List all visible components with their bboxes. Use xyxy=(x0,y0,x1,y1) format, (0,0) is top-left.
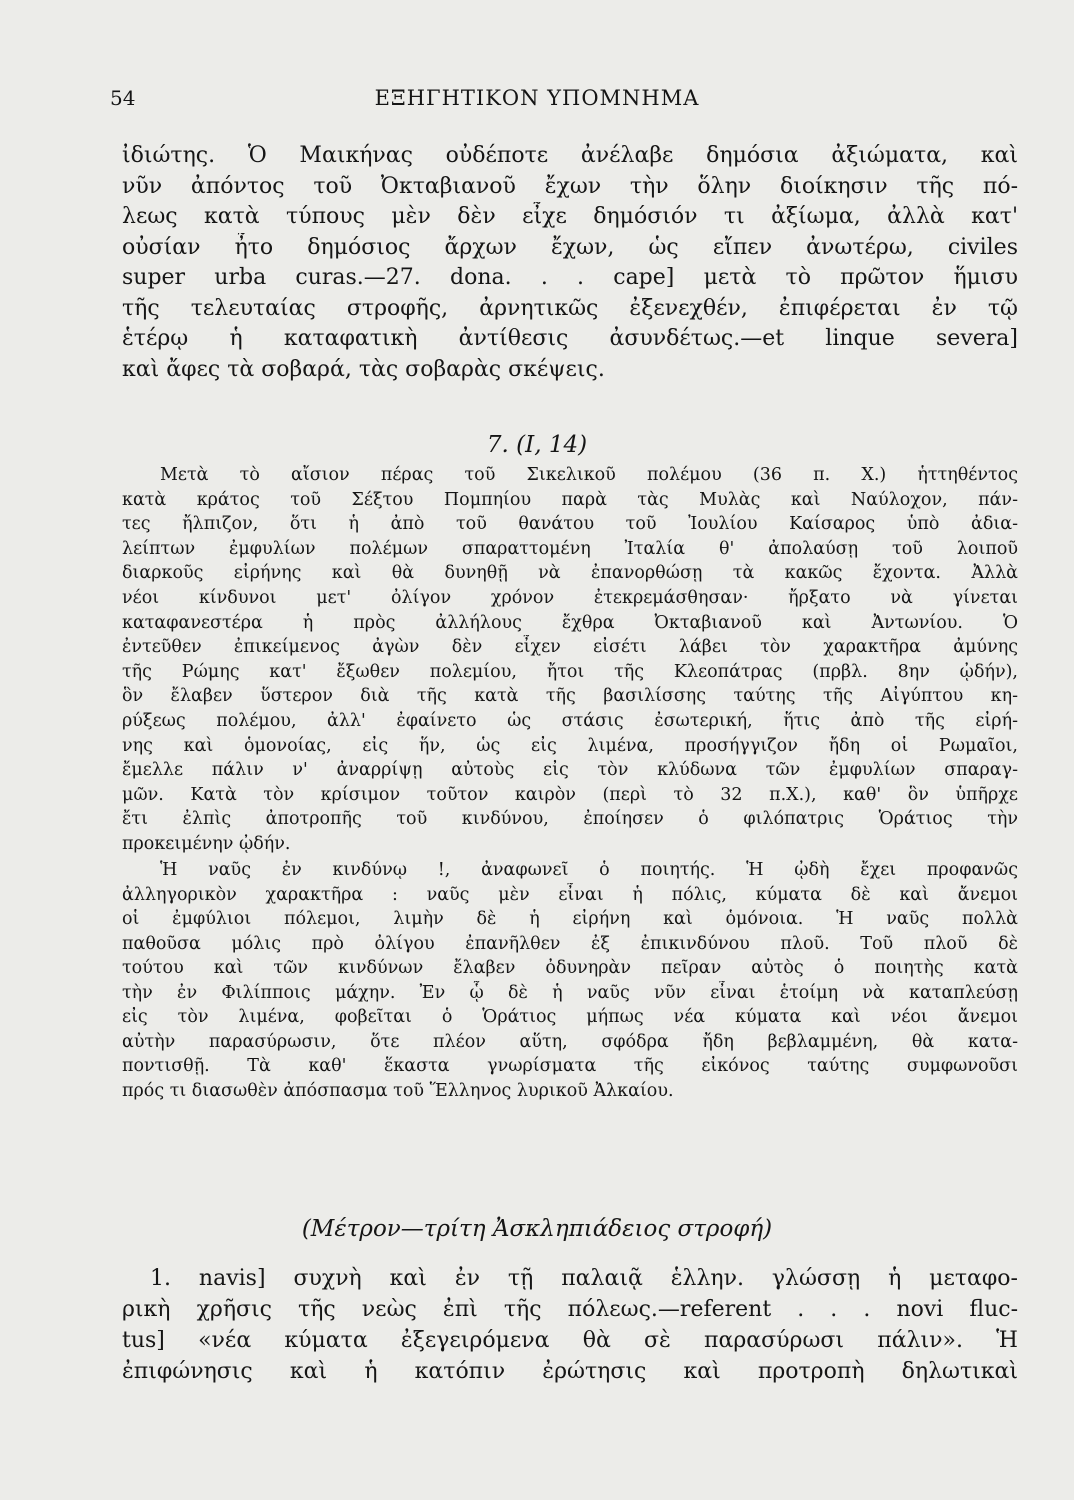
meter-heading: (Μέτρον—τρίτη Ἀσκληπιάδειος στροφή) xyxy=(301,1216,773,1242)
text-line: οὐσίαν ἦτο δημόσιος ἄρχων ἔχων, ὡς εἴπεν ἀνωτέρω, civiles xyxy=(122,234,1018,260)
text-line: μῶν. Κατὰ τὸν κρίσιμον τοῦτον καιρὸν (περὶ τὸ 32 π.Χ.), καθ' ὃν ὑπῆρχε xyxy=(122,784,1018,805)
text-line: νέοι κίνδυνοι μετ' ὀλίγον χρόνον ἐτεκρεμάσθησαν· ἤρξατο νὰ γίνεται xyxy=(122,587,1018,608)
text-line: διαρκοῦς εἰρήνης καὶ θὰ δυνηθῇ νὰ ἐπανορθώσῃ τὰ κακῶς ἔχοντα. Ἀλλὰ xyxy=(122,563,1018,584)
text-line: τούτου καὶ τῶν κινδύνων ἔλαβεν ὀδυνηρὰν πεῖραν αὐτὸς ὁ ποιητὴς κατὰ xyxy=(122,958,1018,978)
text-line: ἐντεῦθεν ἐπικείμενος ἀγὼν δὲν εἶχεν εἰσέτι λάβει τὸν χαρακτῆρα ἀμύνης xyxy=(122,637,1018,658)
intro-paragraph xyxy=(122,141,1018,385)
text-line: αὐτὴν παρασύρωσιν, ὅτε πλέον αὕτη, σφόδρα ἤδη βεβλαμμένη, θὰ κατα- xyxy=(122,1031,1018,1052)
text-line: ὃν ἔλαβεν ὕστερον διὰ τῆς κατὰ τῆς βασιλίσσης ταύτης τῆς Αἰγύπτου κη- xyxy=(122,686,1018,707)
line-notes xyxy=(122,1263,1018,1387)
text-line: νῦν ἀπόντος τοῦ Ὀκταβιανοῦ ἔχων τὴν ὅλην διοίκησιν τῆς πό- xyxy=(122,173,1018,199)
text-line: Ἡ ναῦς ἐν κινδύνῳ !, ἀναφωνεῖ ὁ ποιητής. Ἡ ᾠδὴ ἔχει προφανῶς xyxy=(160,860,1018,880)
text-line: 1. navis] συχνὴ καὶ ἐν τῇ παλαιᾷ ἑλλην. γλώσσῃ ἡ μεταφο- xyxy=(150,1266,1018,1291)
text-line: ἑτέρῳ ἡ καταφατικὴ ἀντίθεσις ἀσυνδέτως.—et linque severa] xyxy=(122,326,1018,351)
section-heading: 7. (I, 14) xyxy=(486,432,588,458)
text-line: ἔτι ἐλπὶς ἀποτροπῆς τοῦ κινδύνου, ἐποίησεν ὁ φιλόπατρις Ὁράτιος τὴν xyxy=(122,809,1018,830)
text-line: κατὰ κράτος τοῦ Σέξτου Πομπηίου παρὰ τὰς Μυλὰς καὶ Ναύλοχον, πάν- xyxy=(122,489,1018,510)
text-line: πρός τι διασωθὲν ἀπόσπασμα τοῦ Ἕλληνος λυρικοῦ Ἀλκαίου. xyxy=(122,1080,674,1101)
text-line: νης καὶ ὁμονοίας, εἰς ἥν, ὡς εἰς λιμένα, προσήγγιζον ἤδη οἱ Ρωμαῖοι, xyxy=(122,735,1018,756)
text-line: καταφανεστέρα ἡ πρὸς ἀλλήλους ἔχθρα Ὀκταβιανοῦ καὶ Ἀντωνίου. Ὁ xyxy=(122,612,1018,633)
text-line: εἰς τὸν λιμένα, φοβεῖται ὁ Ὁράτιος μήπως νέα κύματα καὶ νέοι ἄνεμοι xyxy=(122,1007,1018,1027)
text-line: tus] «νέα κύματα ἐξεγειρόμενα θὰ σὲ παρασύρωσι πάλιν». Ἡ xyxy=(122,1328,1018,1353)
text-line: ἀλληγορικὸν χαρακτῆρα : ναῦς μὲν εἶναι ἡ πόλις, κύματα δὲ καὶ ἄνεμοι xyxy=(122,884,1018,905)
running-title: ΕΞΗΓΗΤΙΚΟΝ ΥΠΟΜΝΗΜΑ xyxy=(374,86,700,110)
text-line: ἰδιώτης. Ὁ Μαικήνας οὐδέποτε ἀνέλαβε δημόσια ἀξιώματα, καὶ xyxy=(122,143,1018,168)
page-number: 54 xyxy=(110,86,136,110)
commentary-paragraph xyxy=(122,858,1018,1103)
text-line: Μετὰ τὸ αἴσιον πέρας τοῦ Σικελικοῦ πολέμου (36 π. Χ.) ἡττηθέντος xyxy=(160,465,1018,485)
text-line: super urba curas.—27. dona. . . cape] μετὰ τὸ πρῶτον ἥμισυ xyxy=(122,265,1018,290)
text-line: τες ἤλπιζον, ὅτι ἡ ἀπὸ τοῦ θανάτου τοῦ Ἰουλίου Καίσαρος ὑπὸ ἀδια- xyxy=(122,514,1018,535)
text-line: ἔμελλε πάλιν ν' ἀναρρίψῃ αὐτοὺς εἰς τὸν κλύδωνα τῶν ἐμφυλίων σπαραγ- xyxy=(122,760,1018,781)
text-line: οἱ ἐμφύλιοι πόλεμοι, λιμὴν δὲ ἡ εἰρήνη καὶ ὁμόνοια. Ἡ ναῦς πολλὰ xyxy=(122,909,1018,929)
text-line: λεως κατὰ τύπους μὲν δὲν εἶχε δημόσιόν τι ἀξίωμα, ἀλλὰ κατ' xyxy=(122,204,1018,229)
text-line: ρικὴ χρῆσις τῆς νεὼς ἐπὶ τῆς πόλεως.—referent . . . novi fluc- xyxy=(122,1297,1018,1322)
text-line: ἐπιφώνησις καὶ ἡ κατόπιν ἐρώτησις καὶ προτροπὴ δηλωτικαὶ xyxy=(122,1359,1018,1384)
text-line: τῆς Ρώμης κατ' ἔξωθεν πολεμίου, ἤτοι τῆς Κλεοπάτρας (πρβλ. 8ην ᾠδήν), xyxy=(122,661,1018,682)
historical-introduction xyxy=(122,463,1018,857)
text-line: λείπτων ἐμφυλίων πολέμων σπαραττομένη Ἰταλία θ' ἀπολαύσῃ τοῦ λοιποῦ xyxy=(122,538,1018,559)
text-line: καὶ ἄφες τὰ σοβαρά, τὰς σοβαρὰς σκέψεις. xyxy=(122,356,605,382)
text-line: τῆς τελευταίας στροφῆς, ἀρνητικῶς ἐξενεχθέν, ἐπιφέρεται ἐν τῷ xyxy=(122,295,1018,321)
text-line: τὴν ἐν Φιλίπποις μάχην. Ἐν ᾧ δὲ ἡ ναῦς νῦν εἶναι ἑτοίμη νὰ καταπλεύσῃ xyxy=(122,982,1018,1003)
text-line: προκειμένην ᾠδήν. xyxy=(122,833,291,854)
text-line: ρύξεως πολέμου, ἀλλ' ἐφαίνετο ὡς στάσις ἐσωτερική, ἥτις ἀπὸ τῆς εἰρή- xyxy=(122,710,1018,731)
text-line: ποντισθῇ. Τὰ καθ' ἕκαστα γνωρίσματα τῆς εἰκόνος ταύτης συμφωνοῦσι xyxy=(122,1056,1018,1076)
text-line: παθοῦσα μόλις πρὸ ὀλίγου ἐπανῆλθεν ἐξ ἐπικινδύνου πλοῦ. Τοῦ πλοῦ δὲ xyxy=(122,933,1018,954)
